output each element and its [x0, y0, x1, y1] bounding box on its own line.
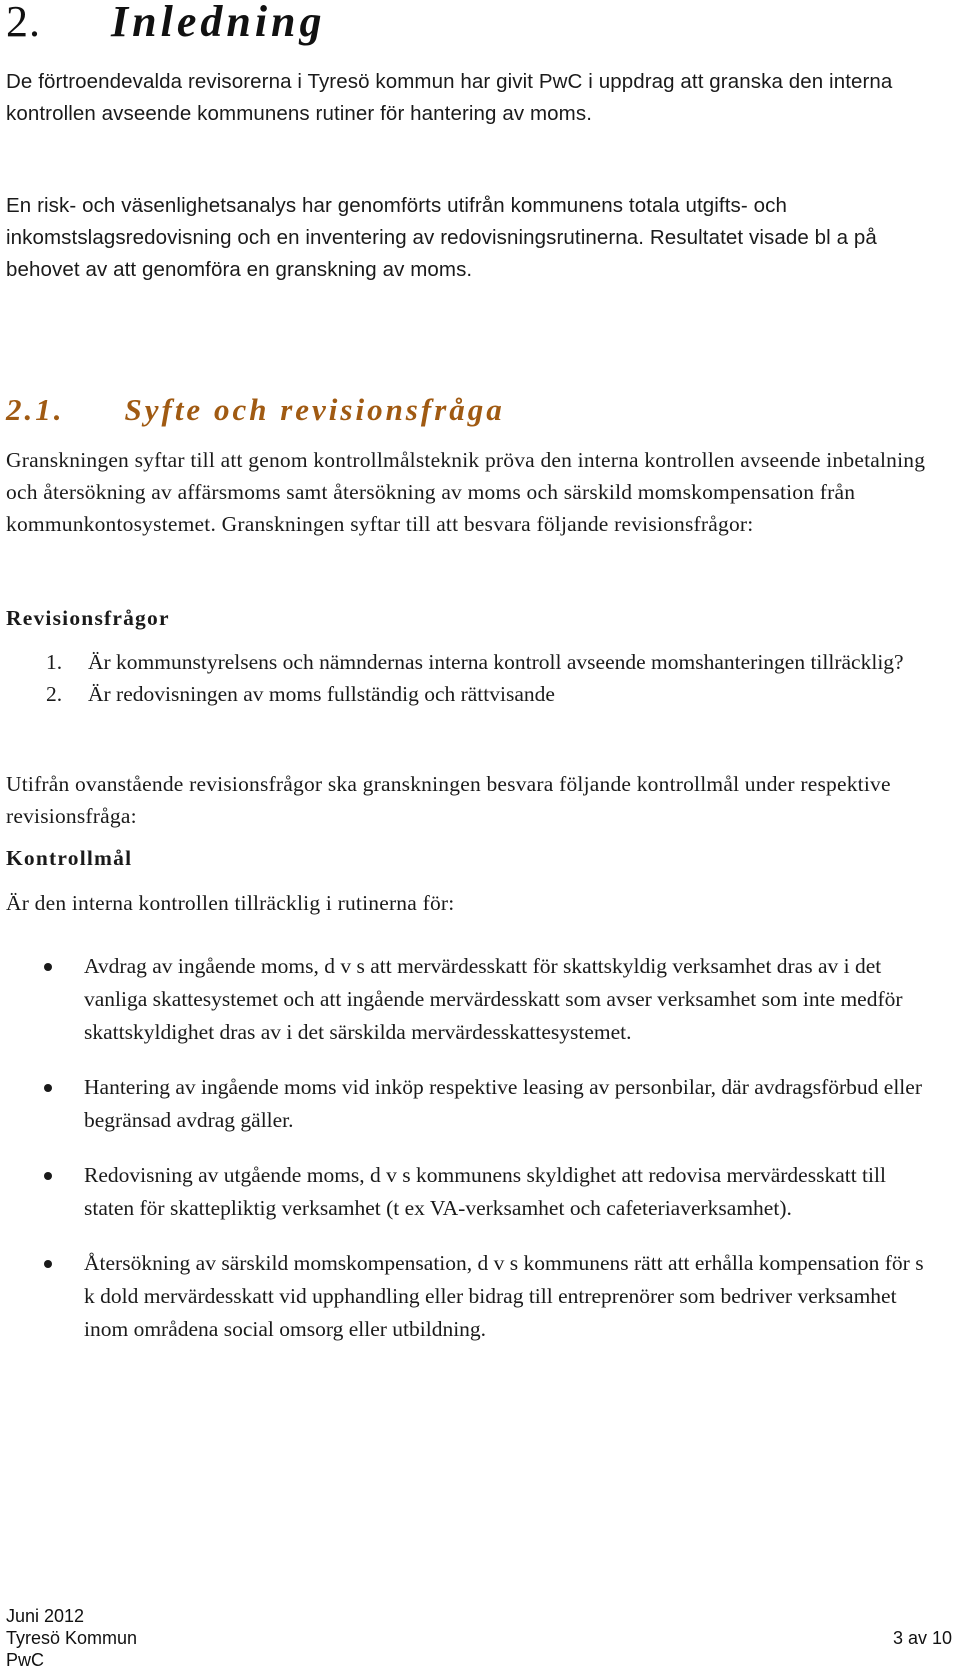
bullet-icon [44, 1084, 52, 1092]
list-item-text: Redovisning av utgående moms, d v s kommunens skyldighet att redovisa mervärdesskatt till staten för skattepliktig verksamhet (t ex VA-verksamhet och cafeteriaverksamhet). [84, 1163, 886, 1220]
chapter-number: 2. [6, 0, 41, 46]
list-item-text: Är redovisningen av moms fullständig och rättvisande [88, 682, 555, 706]
list-item-number: 1. [46, 650, 63, 674]
bullet-icon [44, 1260, 52, 1268]
questions-heading: Revisionsfrågor [6, 606, 170, 630]
list-item-text: Är kommunstyrelsens och nämndernas interna kontroll avseende momshanteringen tillräcklig? [88, 650, 904, 674]
bullet-icon [44, 963, 52, 971]
list-item [6, 646, 948, 678]
section-title: Syfte och revisionsfråga [124, 392, 505, 427]
list-item [0, 1071, 934, 1137]
chapter-heading [6, 0, 326, 47]
control-intro: Är den interna kontrollen tillräcklig i rutinerna för: [6, 891, 455, 915]
footer-date: Juni 2012 [6, 1606, 85, 1626]
section-heading [6, 392, 505, 428]
intro-paragraph-2: En risk- och väsenlighetsanalys har genomförts utifrån kommunens totala utgifts- och inkomstslagsredovisning och en inventering av redovisningsrutinerna. Resultatet visade bl a på behovet av att genomföra en granskning av moms. [6, 194, 877, 281]
list-item-number: 2. [46, 682, 63, 706]
list-item-text: Hantering av ingående moms vid inköp respektive leasing av personbilar, där avdragsförbud eller begränsad avdrag gäller. [84, 1075, 922, 1132]
footer-company: PwC [6, 1650, 45, 1670]
list-item [6, 678, 948, 710]
questions-list [6, 646, 948, 710]
after-questions-paragraph: Utifrån ovanstående revisionsfrågor ska granskningen besvara följande kontrollmål under respektive revisionsfråga: [6, 772, 891, 828]
footer-org: Tyresö Kommun [6, 1628, 138, 1648]
list-item [0, 950, 934, 1049]
control-list [0, 950, 934, 1368]
control-heading: Kontrollmål [6, 846, 133, 870]
list-item-text: Återsökning av särskild momskompensation, d v s kommunens rätt att erhålla kompensation för s k dold mervärdesskatt vid upphandling eller bidrag till entreprenörer som bedriver verksamhet inom områdena social omsorg eller utbildning. [84, 1251, 924, 1341]
intro-paragraph-1: De förtroendevalda revisorerna i Tyresö kommun har givit PwC i uppdrag att granska den interna kontrollen avseende kommunens rutiner för hantering av moms. [6, 70, 893, 125]
list-item [0, 1159, 934, 1225]
chapter-title: Inledning [111, 0, 326, 46]
list-item [0, 1247, 934, 1346]
section-number: 2.1. [6, 392, 65, 427]
list-item-text: Avdrag av ingående moms, d v s att mervärdesskatt för skattskyldig verksamhet dras av i det vanliga skattesystemet och att ingående mervärdesskatt som avser verksamhet som inte medför skattskyldighet dras av i det särskilda mervärdesskattesystemet. [84, 954, 903, 1044]
bullet-icon [44, 1172, 52, 1180]
purpose-paragraph: Granskningen syftar till att genom kontrollmålsteknik pröva den interna kontrollen avseende inbetalning och återsökning av affärsmoms samt återsökning av moms och särskild momskompensation från kommunkontosystemet. Granskningen syftar till att besvara följande revisionsfrågor: [6, 448, 926, 536]
page-number: 3 av 10 [892, 1628, 952, 1648]
